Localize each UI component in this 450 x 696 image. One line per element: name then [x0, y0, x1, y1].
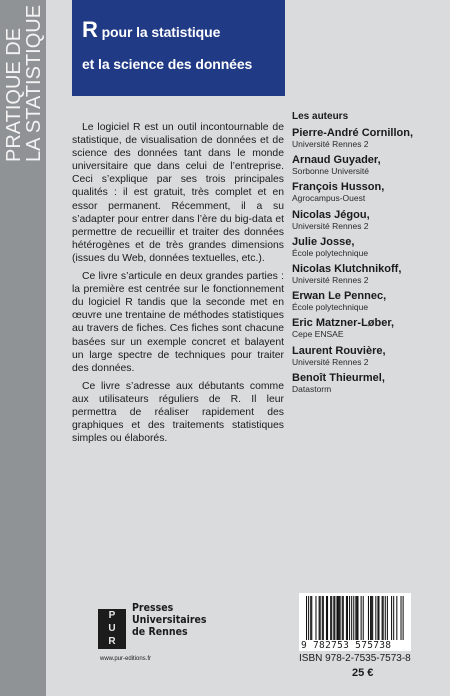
authors-heading: Les auteurs: [292, 111, 349, 122]
barcode-bar: [326, 596, 327, 640]
barcode-bar: [338, 596, 339, 640]
barcode-bar: [320, 596, 321, 640]
barcode-block: [299, 593, 415, 679]
author-name: Arnaud Guyader,: [292, 154, 381, 167]
barcode-bar: [351, 596, 352, 640]
barcode-bar: [346, 596, 347, 640]
barcode-bar: [393, 596, 394, 640]
book-title-line1: [82, 17, 220, 43]
book-title-r: R: [82, 17, 98, 42]
author-affiliation: Agrocampus-Ouest: [292, 193, 366, 204]
barcode-bar: [403, 596, 404, 640]
barcode-bar: [383, 596, 384, 640]
author-affiliation: École polytechnique: [292, 302, 369, 313]
author-item: [292, 236, 442, 258]
publisher-name-line: Presses: [132, 602, 174, 614]
author-name: Erwan Le Pennec,: [292, 290, 387, 303]
author-item: [292, 263, 442, 285]
barcode-bar: [371, 596, 372, 640]
barcode-bar: [396, 596, 397, 640]
barcode-bar: [334, 596, 335, 640]
series-title: [4, 5, 44, 162]
barcode-bar: [330, 596, 331, 640]
isbn-number: ISBN 978-2-7535-7573-8: [299, 653, 411, 664]
barcode-bar: [349, 596, 350, 640]
author-affiliation: Université Rennes 2: [292, 139, 369, 149]
barcode-bar: [333, 596, 334, 640]
author-item: [292, 290, 442, 312]
barcode-bar: [315, 596, 316, 640]
title-banner: [72, 0, 285, 96]
author-name: François Husson,: [292, 181, 385, 194]
barcode-bar: [353, 596, 354, 640]
series-title-line2: LA STATISTIQUE: [23, 4, 45, 162]
barcode-bar: [347, 596, 348, 640]
author-affiliation: Datastorm: [292, 383, 332, 394]
barcode-bar: [331, 596, 332, 640]
author-name: Benoît Thieurmel,: [292, 371, 385, 384]
barcode-bar: [308, 596, 309, 640]
price: 25 €: [352, 667, 374, 679]
publisher-block: [98, 602, 218, 664]
barcode-bar: [343, 596, 344, 640]
pur-logo-letter: U: [108, 623, 116, 634]
barcode-bar: [339, 596, 340, 640]
author-affiliation: Université Rennes 2: [292, 220, 369, 231]
barcode-bar: [401, 596, 402, 640]
author-item: [292, 209, 442, 231]
barcode-bar: [306, 596, 307, 640]
author-item: [292, 181, 442, 203]
author-name: Pierre-André Cornillon,: [292, 127, 414, 139]
barcode-svg: [299, 593, 411, 641]
barcode-bar: [391, 596, 392, 640]
barcode-bar: [387, 596, 388, 640]
book-title-part1: pour la statistique: [101, 24, 221, 40]
publisher-name-line: de Rennes: [132, 626, 188, 638]
barcode-bar: [375, 596, 376, 640]
author-affiliation: Sorbonne Université: [292, 166, 370, 177]
author-affiliation: Cepe ENSAE: [292, 329, 344, 340]
barcode-image: [299, 593, 411, 641]
barcode-bar: [319, 596, 320, 640]
barcode-bar: [311, 596, 312, 640]
barcode-bar: [372, 596, 373, 640]
pur-logo: [98, 609, 126, 649]
author-item: [292, 372, 442, 394]
pur-logo-letter: P: [108, 610, 116, 621]
author-name: Nicolas Klutchnikoff,: [292, 262, 402, 275]
book-title-part2: et la science des données: [82, 56, 253, 72]
barcode-bar: [357, 596, 358, 640]
publisher-url: www.pur-editions.fr: [100, 656, 152, 662]
author-name: Nicolas Jégou,: [292, 208, 370, 221]
author-name: Eric Matzner-Løber,: [292, 317, 395, 330]
barcode-bar: [385, 596, 386, 640]
blurb-paragraph: Le logiciel R est un outil incontournable de statistique, de visualisation de données et de science des données tant dans le monde universitaire que dans celui de l’entreprise. Ceci s’explique par ses trois principales qualités : il est gratuit, très complet et en essor permanent. Récemment, il a su s’adapter pour entrer dans l’ère du big-data et permettre de recueillir et traiter des données hétérogènes et de très grandes dimensions (issues du Web, données textuelles, etc.).: [72, 122, 284, 264]
barcode-bar: [361, 596, 362, 640]
barcode-bar: [368, 596, 369, 640]
barcode-bar: [342, 596, 343, 640]
barcode-bar: [355, 596, 356, 640]
author-affiliation: Université Rennes 2: [292, 274, 369, 285]
author-name: Laurent Rouvière,: [292, 344, 386, 357]
barcode-bar: [377, 596, 378, 640]
barcode-bar: [323, 596, 324, 640]
barcode-bar: [322, 596, 323, 640]
author-item: [292, 154, 442, 176]
author-affiliation: École polytechnique: [292, 247, 369, 258]
publisher-name: [132, 602, 207, 638]
barcode-bar: [340, 596, 341, 640]
barcode-bar: [382, 596, 383, 640]
barcode-bar: [356, 596, 357, 640]
barcode-bar: [378, 596, 379, 640]
barcode-bar: [310, 596, 311, 640]
author-affiliation: Université Rennes 2: [292, 356, 369, 367]
author-name: Julie Josse,: [292, 235, 355, 248]
author-item: [292, 317, 442, 339]
author-item: [292, 127, 442, 149]
barcode-bar: [370, 596, 371, 640]
series-sidebar: [0, 0, 46, 696]
author-item: [292, 345, 442, 367]
blurb-paragraph: Ce livre s’adresse aux débutants comme aux utilisateurs réguliers de R. Il leur permettra de réaliser rapidement des graphiques et des traitements statistiques simples ou élaborés.: [72, 380, 284, 445]
blurb: [72, 121, 284, 450]
authors-list: [292, 111, 442, 399]
series-title-line1: PRATIQUE DE: [3, 27, 25, 162]
barcode-bar: [363, 596, 364, 640]
barcode-bar: [327, 596, 328, 640]
blurb-paragraph: Ce livre s’articule en deux grandes parties : la première est centrée sur le fonctionnement du logiciel R tandis que la seconde met en œuvre une trentaine de méthodes statistiques au travers de fiches. Ces fiches sont chacune basées sur un exemple concret et balayent un large spectre de techniques pour traiter des données.: [72, 271, 284, 374]
barcode-bar: [336, 596, 337, 640]
pur-logo-letter: R: [108, 636, 116, 647]
publisher-name-line: Universitaires: [132, 614, 207, 626]
barcode-digits: 9 782753 575738: [299, 641, 411, 651]
